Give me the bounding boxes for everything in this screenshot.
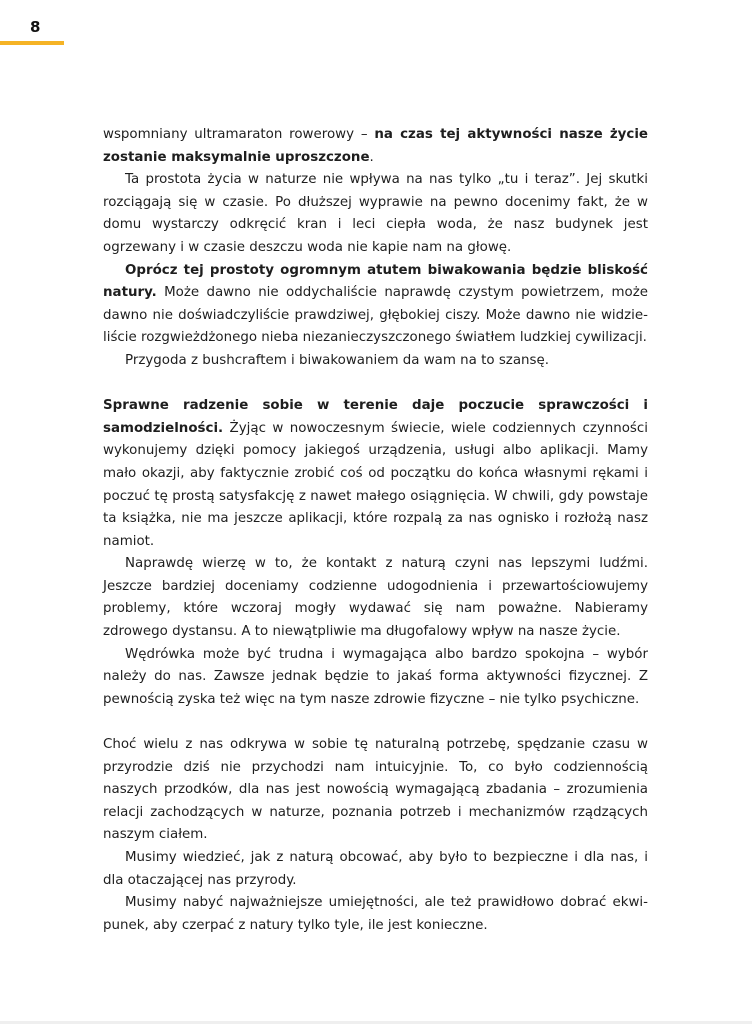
page-number-accent-bar	[0, 41, 64, 45]
text-span: .	[369, 149, 374, 165]
text-span: Przygoda z bushcraftem i biwakowaniem da wam na to szansę.	[125, 352, 549, 368]
bold-text: Oprócz tej prostoty ogromnym atutem biwakowania będzie bliskość natury.	[103, 262, 648, 301]
text-span: Może dawno nie oddychaliście naprawdę czystym powietrzem, może dawno nie doświadczyliście prawdziwej, głębokiej ciszy. Może dawno nie widzieliście rozgwieżdżonego nieba niezanieczyszczonego światłem ludzkiej cywilizacji.	[103, 285, 648, 346]
text-span: Choć wielu z nas odkrywa w sobie tę naturalną potrzebę, spędzanie czasu w przyrodzie dziś nie przychodzi nam intuicyjnie. To, co było codziennością naszych przodków, dla nas jest nowością wymagającą zbadania – zrozumienia relacji zachodzących w naturze, poznania potrzeb i mechanizmów rządzących naszym ciałem.	[103, 737, 648, 843]
paragraph	[103, 734, 648, 847]
text-span: Naprawdę wierzę w to, że kontakt z naturą czyni nas lepszymi ludźmi. Jeszcze bardziej doceniamy codzienne udogodnienia i przewartościowujemy problemy, które wczoraj mogły wydawać się nam poważne. Nabieramy zdrowego dystansu. A to niewątpliwie ma długofalowy wpływ na nasze życie.	[103, 556, 648, 640]
paragraph	[103, 553, 648, 643]
body-text	[103, 124, 648, 937]
paragraph	[103, 847, 648, 892]
paragraph	[103, 395, 648, 553]
paragraph	[103, 892, 648, 937]
paragraph	[103, 124, 648, 169]
paragraph	[103, 260, 648, 350]
text-span: Ta prostota życia w naturze nie wpływa na nas tylko „tu i teraz”. Jej skutki rozciągają się w czasie. Po dłuższej wyprawie na pewno docenimy fakt, że w domu wystarczy odkręcić kran i leci ciepła woda, że nasz budynek jest ogrzewany i w czasie deszczu woda nie kapie nam na głowę.	[103, 172, 648, 255]
text-span: Wędrówka może być trudna i wymagająca albo bardzo spokojna – wybór należy do nas. Zawsze jednak będzie to jakaś forma aktywności fizycznej. Z pewnością zyska też więc na tym nasze zdrowie fizyczne – nie tylko psychiczne.	[103, 646, 648, 707]
text-span: Musimy nabyć najważniejsze umiejętności, ale też prawidłowo dobrać ekwipunek, aby czerpać z natury tylko tyle, ile jest konieczne.	[103, 895, 648, 933]
paragraph	[103, 644, 648, 712]
text-span: Żyjąc w nowoczesnym świecie, wiele codziennych czynności wykonujemy dzięki pomocy jakiegoś urządzenia, usługi albo aplikacji. Mamy mało okazji, aby faktycznie zrobić coś od początku do końca własnymi rękami i poczuć tę prostą satysfakcję z nawet małego osiągnięcia. W chwili, gdy powstaje ta książka, nie ma jeszcze aplikacji, które rozpalą za nas ognisko i rozłożą nasz namiot.	[103, 420, 648, 549]
text-span: wspomniany ultramaraton rowerowy –	[103, 127, 375, 142]
bold-text: Sprawne radzenie sobie w terenie daje poczucie sprawczości i samodzielności.	[103, 398, 648, 436]
page-number: 8	[30, 18, 41, 36]
paragraph	[103, 169, 648, 259]
text-span: Musimy wiedzieć, jak z naturą obcować, aby było to bezpieczne i dla nas, i dla otaczającej nas przyrody.	[103, 850, 648, 888]
paragraph	[103, 350, 648, 373]
bold-text: na czas tej aktywności nasze życie zostanie maksymalnie uproszczone	[103, 127, 648, 165]
